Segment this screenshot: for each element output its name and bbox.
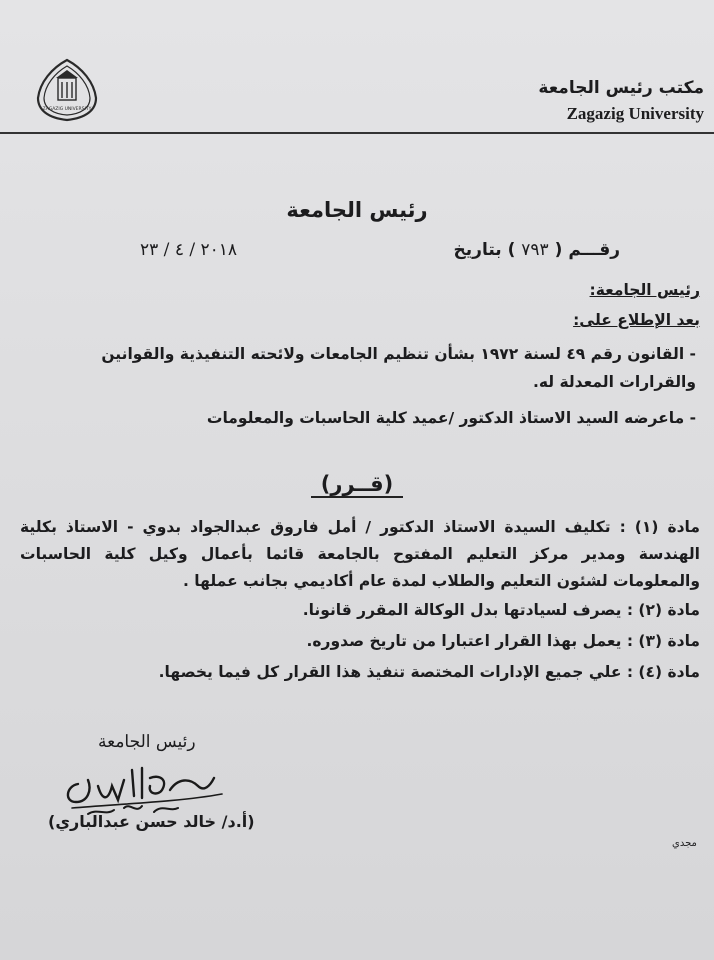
- date-label: بتاريخ: [453, 240, 502, 260]
- article-1: [20, 514, 700, 595]
- reference-label: رقـــم: [568, 240, 620, 260]
- article-text: يعمل بهذا القرار اعتبارا من تاريخ صدوره.: [306, 632, 622, 650]
- article-3: [20, 628, 700, 655]
- article-label: مادة (٣) :: [626, 632, 700, 650]
- article-label: مادة (١) :: [619, 518, 700, 536]
- reference-open-paren: (: [554, 240, 563, 260]
- decision-heading: [0, 472, 714, 498]
- preamble-item: - القانون رقم ٤٩ لسنة ١٩٧٢ بشأن تنظيم الجامعات ولائحته التنفيذية والقوانين والقرارات المعدلة له.: [101, 345, 696, 391]
- article-label: مادة (٢) :: [626, 601, 700, 619]
- article-2: [20, 597, 700, 624]
- date-value: ٢٠١٨ / ٤ / ٢٣: [140, 240, 238, 260]
- reference-line: [140, 240, 620, 260]
- preamble-item: - ماعرضه السيد الاستاذ الدكتور /عميد كلية الحاسبات والمعلومات: [206, 409, 696, 427]
- office-title-arabic: مكتب رئيس الجامعة: [538, 78, 704, 98]
- university-seal-icon: [34, 58, 100, 122]
- article-text: يصرف لسيادتها بدل الوكالة المقرر قانونا.: [302, 601, 622, 619]
- document-title: رئيس الجامعة: [286, 198, 428, 222]
- clerk-initials: مجدي: [672, 838, 697, 849]
- university-name-english: Zagazig University: [566, 104, 704, 123]
- signatory-title: رئيس الجامعة: [98, 732, 196, 752]
- decision-heading-text: (قــرر): [311, 472, 403, 498]
- after-review-label: بعد الإطلاع على:: [573, 311, 700, 329]
- after-review-heading: [30, 306, 700, 334]
- reference-close-paren: ): [507, 240, 516, 260]
- seal-text: ZAGAZIG UNIVERSITY: [42, 107, 92, 112]
- addressee: [30, 276, 700, 304]
- reference-number: ٧٩٣: [521, 240, 549, 260]
- article-label: مادة (٤) :: [626, 663, 700, 681]
- signatory-name: (أ.د/ خالد حسن عبدالباري): [48, 812, 255, 831]
- article-text: تكليف السيدة الاستاذ الدكتور / أمل فاروق عبدالجواد بدوي - الاستاذ بكلية الهندسة ومدير مركز التعليم المفتوح بالجامعة قائما بأعمال وكيل كلية الحاسبات والمعلومات لشئون التعليم والطلاب لمدة عام أكاديمي بجانب عملها .: [20, 518, 700, 590]
- addressee-label: رئيس الجامعة:: [589, 281, 700, 299]
- article-text: علي جميع الإدارات المختصة تنفيذ هذا القرار كل فيما يخصها.: [158, 663, 622, 681]
- article-4: [20, 659, 700, 686]
- header-divider: [0, 132, 714, 134]
